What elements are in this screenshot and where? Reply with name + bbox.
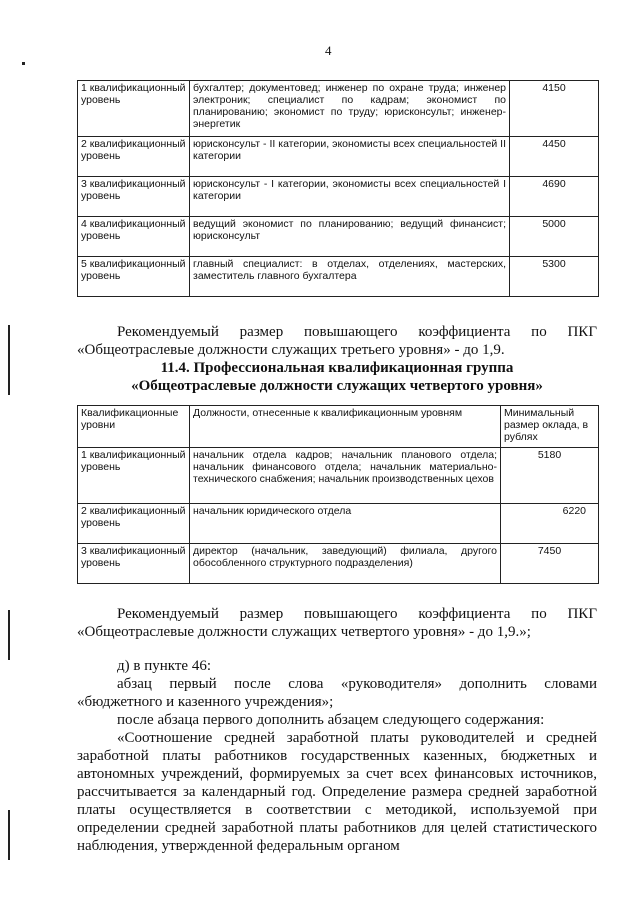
positions-cell: ведущий экономист по планированию; ведущий финансист; юрисконсульт xyxy=(190,217,510,257)
table-fourth-level xyxy=(77,405,599,584)
section-heading-line2: «Общеотраслевые должности служащих четвертого уровня» xyxy=(131,378,543,394)
table-row xyxy=(78,504,599,544)
table-third-level xyxy=(77,80,599,297)
scan-mark-left-1 xyxy=(22,62,25,65)
subpoint-d: д) в пункте 46: xyxy=(117,658,211,674)
amendment-quote: «Соотношение средней заработной платы руководителей и средней заработной платы работников государственных казенных, бюджетных и автономных учреждений, формируемых за счет всех финансовых источников, рассчитывается за календарный год. Определение размера средней заработной платы осуществляется в соответствии с методикой, используемой при определении средней заработной платы работников для целей статистического наблюдения, утвержденной федеральным органом xyxy=(77,730,597,854)
salary-cell: 4690 xyxy=(510,177,599,217)
table-row xyxy=(78,217,599,257)
level-cell: 2 квалификационный уровень xyxy=(78,504,190,544)
recommendation-paragraph-third-level: Рекомендуемый размер повышающего коэффициента по ПКГ «Общеотраслевые должности служащих третьего уровня» - до 1,9. xyxy=(77,324,597,358)
header-level: Квалификационные уровни xyxy=(78,406,190,448)
salary-cell: 5000 xyxy=(510,217,599,257)
table-row xyxy=(78,448,599,504)
level-cell: 4 квалификационный уровень xyxy=(78,217,190,257)
positions-cell: главный специалист: в отделах, отделениях, мастерских, заместитель главного бухгалтера xyxy=(190,257,510,297)
level-cell: 3 квалификационный уровень xyxy=(78,544,190,584)
positions-cell: бухгалтер; документовед; инженер по охране труда; инженер электроник; специалист по кадрам; экономист по планированию; экономист по труду; юрисконсульт; инженер-энергетик xyxy=(190,81,510,137)
salary-cell: 6220 xyxy=(501,504,599,544)
scan-mark-left-3 xyxy=(8,610,10,660)
table-row xyxy=(78,81,599,137)
level-cell: 1 квалификационный уровень xyxy=(78,448,190,504)
scan-mark-left-4 xyxy=(8,810,10,860)
level-cell: 1 квалификационный уровень xyxy=(78,81,190,137)
level-cell: 2 квалификационный уровень xyxy=(78,137,190,177)
header-salary: Минимальный размер оклада, в рублях xyxy=(501,406,599,448)
page-number: 4 xyxy=(325,43,332,58)
positions-cell: юрисконсульт - I категории, экономисты всех специальностей I категории xyxy=(190,177,510,217)
level-cell: 3 квалификационный уровень xyxy=(78,177,190,217)
salary-cell: 4450 xyxy=(510,137,599,177)
table-row xyxy=(78,177,599,217)
header-positions: Должности, отнесенные к квалификационным уровням xyxy=(190,406,501,448)
positions-cell: юрисконсульт - II категории, экономисты всех специальностей II категории xyxy=(190,137,510,177)
scan-mark-left-2 xyxy=(8,325,10,395)
table-row xyxy=(78,544,599,584)
recommendation-paragraph-fourth-level: Рекомендуемый размер повышающего коэффициента по ПКГ «Общеотраслевые должности служащих четвертого уровня» - до 1,9.»; xyxy=(77,606,597,640)
table-header-row xyxy=(78,406,599,448)
salary-cell: 5300 xyxy=(510,257,599,297)
table-row xyxy=(78,137,599,177)
salary-cell: 7450 xyxy=(501,544,599,584)
salary-cell: 5180 xyxy=(501,448,599,504)
positions-cell: начальник отдела кадров; начальник планового отдела; начальник финансового отдела; начальник материально-технического снабжения; начальник производственных цехов xyxy=(190,448,501,504)
amendment-paragraph-1: абзац первый после слова «руководителя» дополнить словами «бюджетного и казенного учреждения»; xyxy=(77,676,597,710)
table-row xyxy=(78,257,599,297)
level-cell: 5 квалификационный уровень xyxy=(78,257,190,297)
positions-cell: начальник юридического отдела xyxy=(190,504,501,544)
salary-cell: 4150 xyxy=(510,81,599,137)
amendment-paragraph-2: после абзаца первого дополнить абзацем следующего содержания: xyxy=(117,712,545,728)
section-heading-line1: 11.4. Профессиональная квалификационная группа xyxy=(160,360,514,376)
positions-cell: директор (начальник, заведующий) филиала, другого обособленного структурного подразделения) xyxy=(190,544,501,584)
